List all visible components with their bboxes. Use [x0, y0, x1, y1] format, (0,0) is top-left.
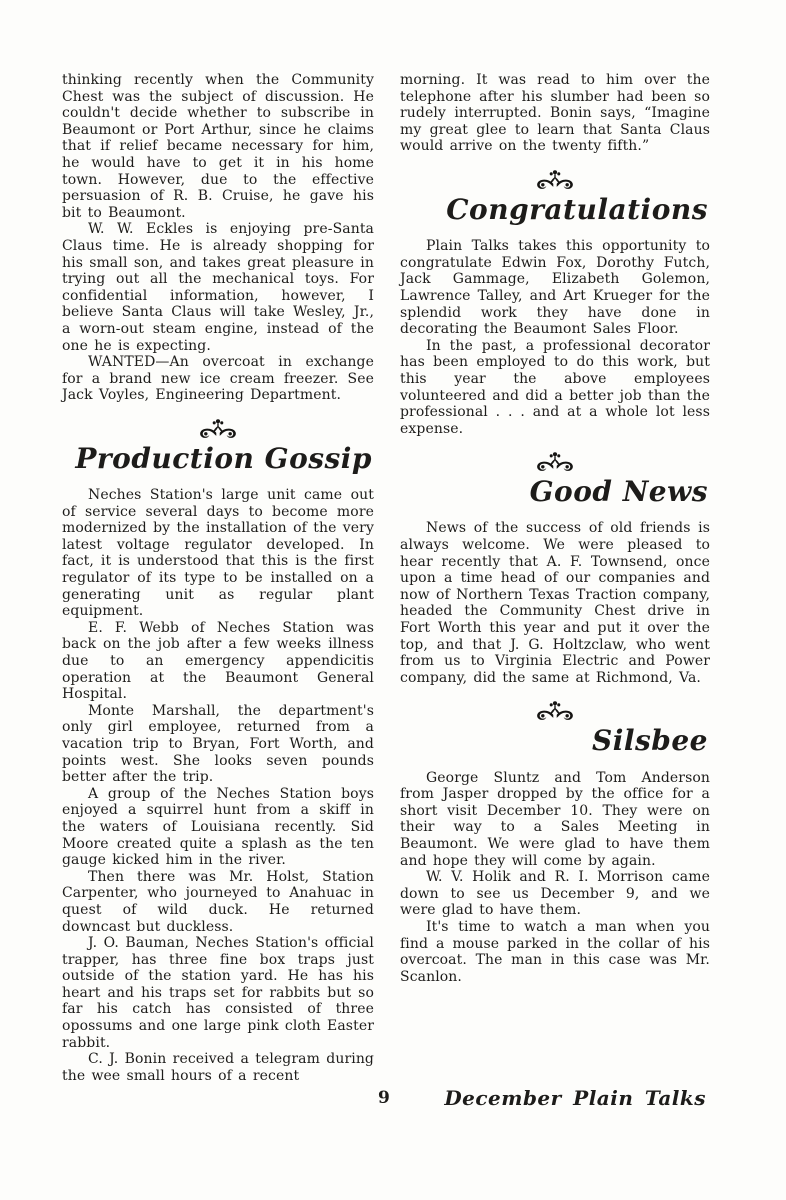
paragraph-professional-decorator: In the past, a professional decorator has been employed to do this work, but this year the above employees volunteered and did a better job than the professional . . . and at a whole lot less expense. [400, 337, 710, 437]
fleuron-icon [535, 450, 575, 474]
paragraph-holik-morrison: W. V. Holik and R. I. Morrison came down to see us December 9, and we were glad to have them. [400, 869, 710, 919]
fleuron-ornament [534, 450, 576, 474]
paragraph-townsend-holtzclaw: News of the success of old friends is always welcome. We were pleased to hear recently that A. F. Townsend, once upon a time head of our companies and now of Northern Texas Traction company, headed the Community Chest drive in Fort Worth this year and put it over the top, and that J. G. Holtzclaw, who went from us to Virginia Electric and Power company, did the same at Richmond, Va. [400, 520, 710, 686]
paragraph-sluntz-anderson: George Sluntz and Tom Anderson from Jasper dropped by the office for a short visit December 10. They were on their way to a Sales Meeting in Beaumont. We were glad to have them and hope they will come by again. [400, 769, 710, 869]
paragraph-eckles: W. W. Eckles is enjoying pre-Santa Claus time. He is already shopping for his small son, and takes great pleasure in trying out all the mechanical toys. For confidential information, however, I believe Santa Claus will take Wesley, Jr., a worn-out steam engine, instead of the one he is expecting. [62, 221, 374, 354]
fleuron-icon [535, 699, 575, 723]
page-footer [0, 1086, 786, 1116]
paragraph-mouse-scanlon: It's time to watch a man when you find a mouse parked in the collar of his overcoat. The man in this case was Mr. Scanlon. [400, 918, 710, 985]
paragraph-community-chest: thinking recently when the Community Chest was the subject of discussion. He couldn't decide whether to subscribe in Beaumont or Port Arthur, since he claims that if relief became necessary for him, he would have to get it in his home town. However, due to the effective persuasion of R. B. Cruise, he gave his bit to Beaumont. [62, 72, 374, 221]
congratulations-heading: Congratulations [446, 192, 708, 226]
good-news-heading: Good News [529, 475, 708, 509]
paragraph-bonin-telegram: C. J. Bonin received a telegram during the wee small hours of a recent [62, 1051, 374, 1084]
left-column [62, 72, 374, 1084]
paragraph-congratulate-decorators: Plain Talks takes this opportunity to congratulate Edwin Fox, Dorothy Futch, Jack Gammage, Elizabeth Golemon, Lawrence Talley, and Art Krueger for the splendid work they have done in decorating the Beaumont Sales Floor. [400, 238, 710, 338]
magazine-title: December Plain Talks [444, 1086, 706, 1110]
fleuron-icon [535, 168, 575, 192]
production-gossip-heading: Production Gossip [75, 441, 372, 475]
paragraph-bauman: J. O. Bauman, Neches Station's official trapper, has three fine box traps just outside of the station yard. He has his heart and his traps set for rabbits but so far his catch has consisted of three opossums and one large pink cloth Easter rabbit. [62, 935, 374, 1051]
silsbee-heading: Silsbee [592, 724, 708, 758]
paragraph-neches-unit: Neches Station's large unit came out of service several days to become more modernized by the installation of the very latest voltage regulator developed. In fact, it is understood that this is the first regulator of its type to be installed on a generating unit as regular plant equipment. [62, 487, 374, 620]
fleuron-icon [198, 417, 238, 441]
paragraph-squirrel-hunt: A group of the Neches Station boys enjoyed a squirrel hunt from a skiff in the waters of Louisiana recently. Sid Moore created quite a splash as the ten gauge kicked him in the river. [62, 785, 374, 869]
fleuron-ornament [534, 699, 576, 723]
paragraph-wanted-ad: WANTED—An overcoat in exchange for a brand new ice cream freezer. See Jack Voyles, Engineering Department. [62, 354, 374, 404]
page-number: 9 [378, 1088, 390, 1108]
right-column [400, 72, 710, 1084]
paragraph-marshall: Monte Marshall, the department's only girl employee, returned from a vacation trip to Bryan, Fort Worth, and points west. She looks seven pounds better after the trip. [62, 702, 374, 786]
fleuron-ornament [197, 417, 239, 441]
paragraph-webb: E. F. Webb of Neches Station was back on the job after a few weeks illness due to an emergency appendicitis operation at the Beaumont General Hospital. [62, 619, 374, 703]
fleuron-ornament [534, 168, 576, 192]
paragraph-morning-telegram: morning. It was read to him over the telephone after his slumber had been so rudely interrupted. Bonin says, “Imagine my great glee to learn that Santa Claus would arrive on the twenty fifth.” [400, 72, 710, 155]
paragraph-holst: Then there was Mr. Holst, Station Carpenter, who journeyed to Anahuac in quest of wild duck. He returned downcast but duckless. [62, 868, 374, 935]
